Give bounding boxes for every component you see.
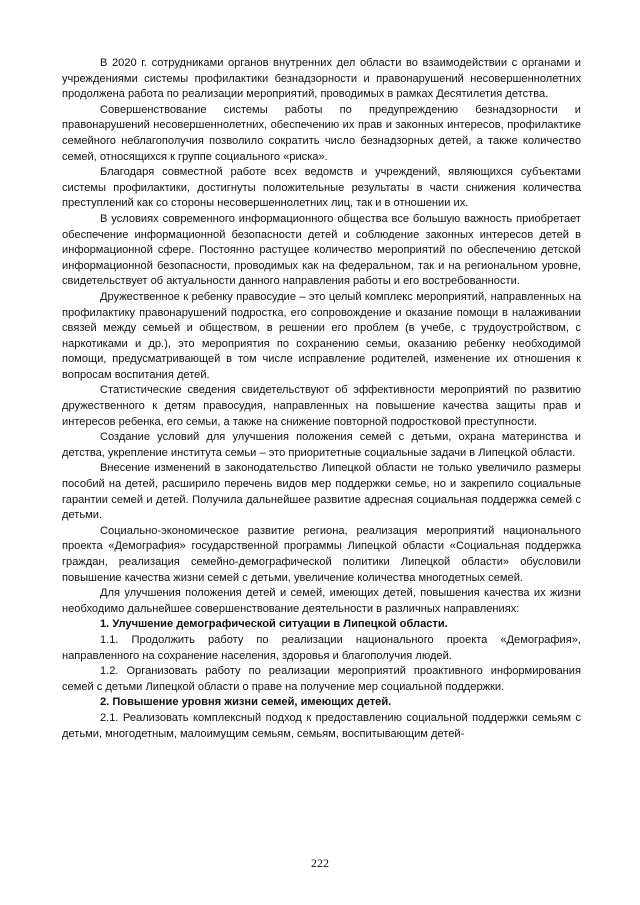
paragraph-joint-work: Благодаря совместной работе всех ведомств и учреждений, являющихся субъектами системы профилактики, достигнуты положительные результаты в части снижения количества преступлений как со стороны несовершеннолетних лиц, так и в отношении их. — [62, 166, 581, 210]
paragraph-socioeconomic-development: Социально-экономическое развитие региона, реализация мероприятий национального проекта «Демография» государственной программы Липецкой области «Социальная поддержка граждан, реализация семейно-демографической политики Липецкой области» обусловили повышение качества жизни семей с детьми, увеличение количества многодетных семей. — [62, 524, 581, 584]
paragraph-item-1-2: 1.2. Организовать работу по реализации мероприятий проактивного информирования семей с детьми Липецкой области о праве на получение мер социальной поддержки. — [62, 665, 581, 693]
paragraph-family-conditions: Создание условий для улучшения положения семей с детьми, охрана материнства и детства, укрепление института семьи – это приоритетные социальные задачи в Липецкой области. — [62, 431, 581, 459]
paragraph-legislation-changes: Внесение изменений в законодательство Липецкой области не только увеличило размеры пособий на детей, расширило перечень видов мер поддержки семье, но и закрепило социальные гарантии семей и детей. Получила дальнейшее развитие адресная социальная поддержка семей с детьми. — [62, 462, 581, 522]
paragraph-interaction-2020: В 2020 г. сотрудниками органов внутренних дел области во взаимодействии с органами и учреждениями системы профилактики безнадзорности и правонарушений несовершеннолетних продолжена работа по реализации мероприятий, проводимых в рамках Десятилетия детства. — [62, 57, 581, 101]
paragraph-item-1-1: 1.1. Продолжить работу по реализации национального проекта «Демография», направленного на сохранение населения, здоровья и благополучия людей. — [62, 633, 581, 662]
paragraph-item-2-1: 2.1. Реализовать комплексный подход к предоставлению социальной поддержки семьям с детьми, многодетным, малоимущим семьям, семьям, воспитывающим детей- — [62, 711, 581, 740]
paragraph-child-friendly-justice: Дружественное к ребенку правосудие – это целый комплекс мероприятий, направленных на профилактику правонарушений подростка, его сопровождение и оказание помощи в налаживании связей между семьей и обществом, в решении его проблем (в учебе, с трудоустройством, с наркотиками и др.), это мероприятия по сохранению семьи, оказанию ребенку необходимой помощи, предусматривающей в том числе исправление родителей, изменение их отношения к вопросам воспитания детей. — [62, 290, 581, 381]
paragraph-prevention-system: Совершенствование системы работы по предупреждению безнадзорности и правонарушений несовершеннолетних, обеспечению их прав и законных интересов, профилактике семейного неблагополучия позволило сократить число безнадзорных детей, а также количество семей, относящихся к группе социального «риска». — [62, 103, 581, 163]
paragraph-information-security: В условиях современного информационного общества все большую важность приобретает обеспечение информационной безопасности детей и соблюдение законных интересов детей в информационной сфере. Постоянно растущее количество мероприятий по обеспечению детской информационной безопасности, проводимых как на федеральном, так и на региональном уровне, свидетельствует об актуальности данного направления работы и его востребованности. — [62, 212, 581, 288]
page-number: 222 — [311, 856, 329, 870]
paragraph-statistics: Статистические сведения свидетельствуют об эффективности мероприятий по развитию дружественного к детям правосудия, направленных на повышение качества защиты прав и интересов ребенка, его семьи, а также на снижение повторной подростковой преступности. — [62, 384, 581, 428]
section-heading-living-standards: 2. Повышение уровня жизни семей, имеющих детей. — [100, 696, 392, 709]
section-heading-demography: 1. Улучшение демографической ситуации в Липецкой области. — [100, 618, 448, 631]
document-page — [62, 56, 581, 742]
paragraph-improvement-directions: Для улучшения положения детей и семей, имеющих детей, повышения качества их жизни необходимо дальнейшее совершенствование деятельности в различных направлениях: — [62, 587, 581, 615]
